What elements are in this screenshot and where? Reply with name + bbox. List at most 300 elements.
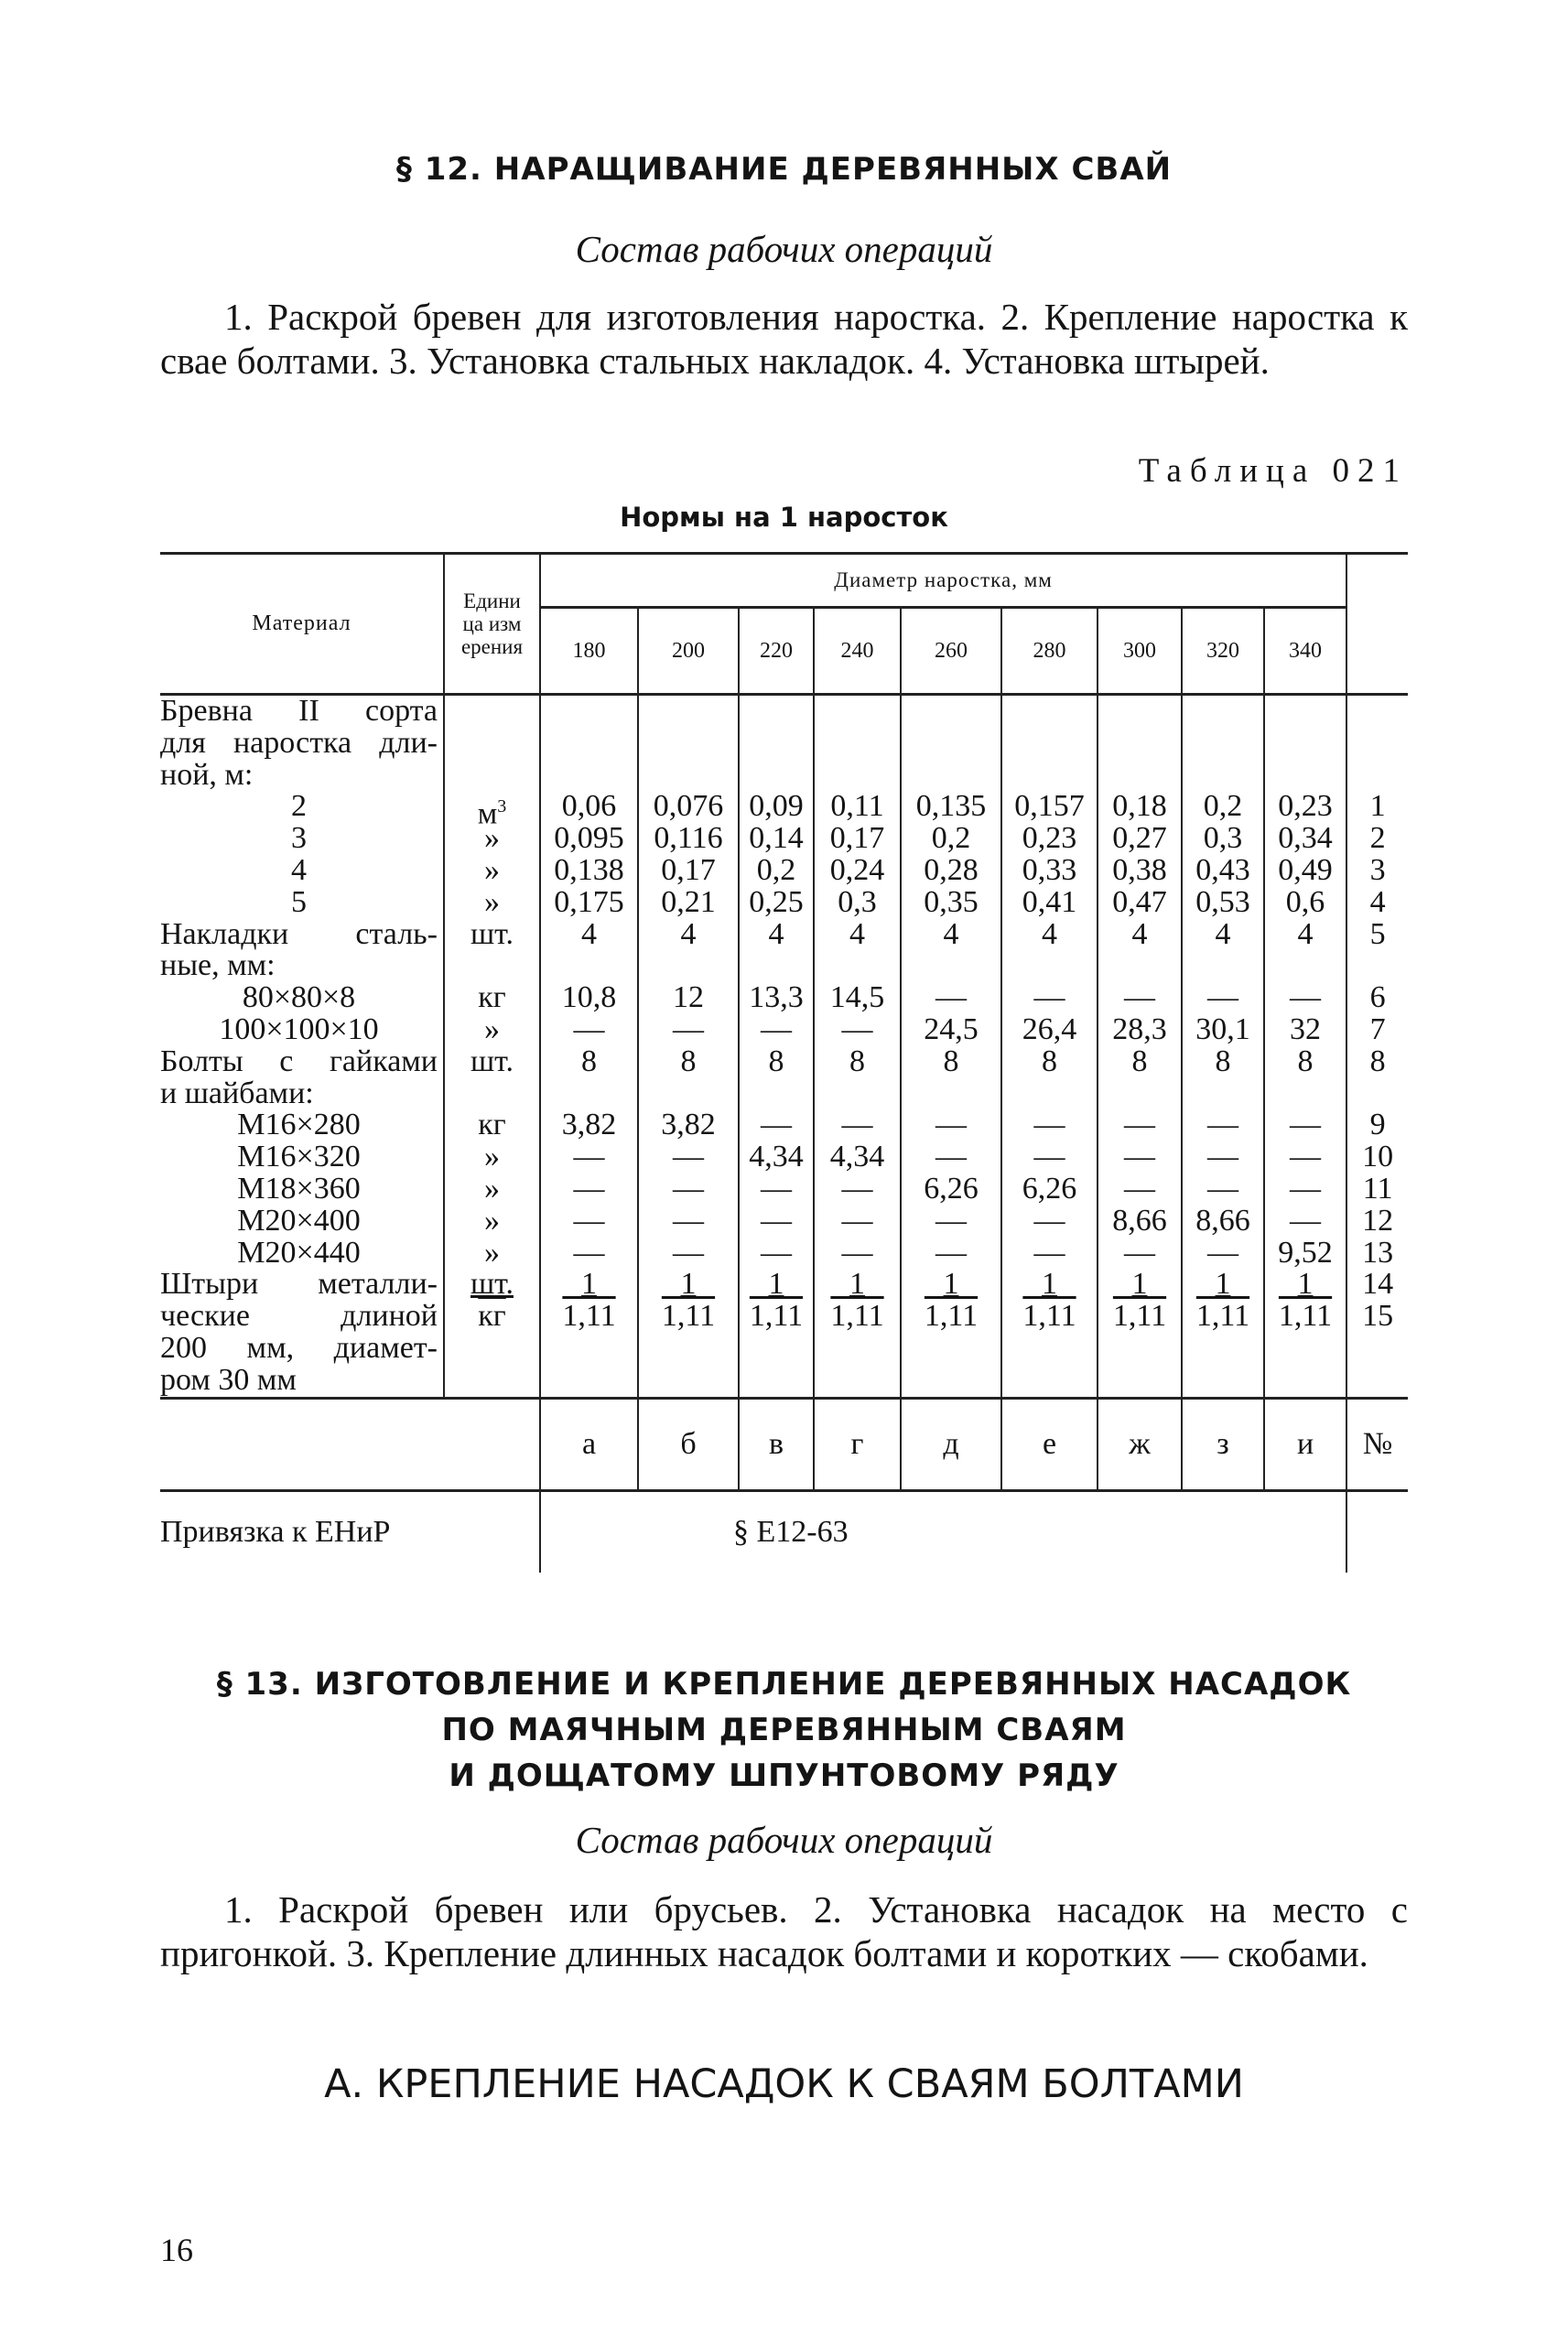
value-cell: 0,09	[749, 789, 804, 824]
section-12-subheading: Состав рабочих операций	[575, 228, 993, 270]
diameter-260: 260	[901, 608, 1001, 695]
value-cell: 0,095	[554, 821, 624, 856]
value-cell: 4,34	[749, 1140, 804, 1174]
value-cell: 0,06	[561, 789, 617, 824]
material-line: ческие длиной	[160, 1299, 438, 1334]
table-link-row	[160, 1490, 1408, 1573]
value-cell: —	[573, 1171, 605, 1206]
unit-line: »	[484, 1203, 500, 1238]
value-cell: 8,66	[1195, 1203, 1250, 1238]
value-cell: 0,18	[1112, 789, 1167, 824]
value-cell: 12	[673, 980, 704, 1015]
value-cell	[639, 1365, 738, 1397]
value-cell: 0,25	[749, 884, 804, 919]
value-cell: 4	[1215, 916, 1231, 951]
unit-superscript: 3	[497, 796, 507, 817]
material-line: Штыри металли-	[160, 1267, 438, 1302]
value-cell: —	[761, 1108, 792, 1142]
value-cell: —	[673, 1235, 704, 1270]
value-cell: —	[1124, 1108, 1155, 1142]
unit-line: »	[484, 884, 500, 919]
value-cell	[1002, 1078, 1097, 1110]
value-cell	[902, 1365, 1000, 1397]
value-cell: —	[761, 1011, 792, 1046]
diameter-340: 340	[1264, 608, 1346, 695]
unit-line: »	[484, 1171, 500, 1206]
value-cell: —	[935, 1235, 967, 1270]
value-cell	[815, 728, 900, 760]
value-cell: 10,8	[561, 980, 617, 1015]
letter-v: в	[739, 1398, 814, 1490]
value-cell: —	[935, 1203, 967, 1238]
diameter-180: 180	[540, 608, 638, 695]
value-cell: —	[841, 1235, 873, 1270]
value-cell: 4	[680, 916, 697, 951]
value-cell	[639, 1333, 738, 1365]
material-line: М16×320	[237, 1140, 361, 1174]
value-cell: 8	[849, 1044, 865, 1078]
value-cell: 4	[849, 916, 865, 951]
row-number: 11	[1362, 1171, 1393, 1206]
value-cell	[1098, 728, 1181, 760]
diameter-200: 200	[638, 608, 739, 695]
unit-line: »	[484, 821, 500, 856]
value-cell: 0,24	[829, 852, 885, 887]
value-cell: —	[841, 1171, 873, 1206]
unit-column	[444, 695, 540, 1399]
value-cell: 9,52	[1278, 1235, 1333, 1270]
value-cell	[815, 950, 900, 982]
value-cell: 8	[581, 1044, 597, 1078]
value-cell: 1	[849, 1267, 865, 1302]
value-cell: 0,14	[749, 821, 804, 856]
value-cell: 8	[680, 1044, 697, 1078]
unit-line	[445, 1078, 539, 1110]
row-number	[1347, 1078, 1408, 1110]
value-cell	[740, 1078, 813, 1110]
value-cell	[541, 760, 637, 792]
material-line: 80×80×8	[242, 980, 356, 1015]
header-material: Материал	[160, 554, 444, 695]
value-cell: —	[573, 1203, 605, 1238]
value-cell	[1098, 1078, 1181, 1110]
value-cell	[1183, 1365, 1263, 1397]
value-cell	[1002, 1365, 1097, 1397]
value-cell: —	[1290, 1203, 1322, 1238]
value-cell: —	[1124, 1235, 1155, 1270]
value-cell: 8	[1215, 1044, 1231, 1078]
diameter-240: 240	[814, 608, 901, 695]
value-cell	[740, 1333, 813, 1365]
section-13-heading-line: § 13. ИЗГОТОВЛЕНИЕ И КРЕПЛЕНИЕ ДЕРЕВЯННЫХ НАСАДОК	[216, 1666, 1352, 1703]
section-12-heading: § 12. НАРАЩИВАНИЕ ДЕРЕВЯННЫХ СВАЙ	[395, 151, 1173, 188]
row-number: 4	[1369, 884, 1386, 919]
value-cell: —	[1290, 980, 1322, 1015]
row-number: 5	[1369, 916, 1386, 951]
value-cell: 0,53	[1195, 884, 1250, 919]
row-number: 15	[1362, 1299, 1394, 1334]
unit-line: шт.	[470, 916, 514, 951]
value-cell: 4,34	[829, 1140, 885, 1174]
material-line: 5	[291, 884, 307, 919]
value-cell	[902, 728, 1000, 760]
value-cell: 0,175	[554, 884, 624, 919]
value-cell: 1,11	[562, 1299, 616, 1334]
row-number	[1347, 696, 1408, 728]
unit-line: шт.	[470, 1267, 514, 1302]
value-cell: 1,11	[924, 1299, 979, 1334]
value-cell: —	[1207, 980, 1238, 1015]
material-line: ной, м:	[160, 757, 254, 792]
material-line: 200 мм, диамет-	[160, 1330, 438, 1365]
value-cell: —	[1207, 1235, 1238, 1270]
unit-line	[445, 1333, 539, 1365]
value-cell: 0,2	[1203, 789, 1243, 824]
value-cell	[902, 696, 1000, 728]
value-cell	[740, 728, 813, 760]
value-cell: 1	[1131, 1267, 1148, 1302]
unit-line: »	[484, 1011, 500, 1046]
material-line: М20×400	[237, 1203, 361, 1238]
material-line: ные, мм:	[160, 948, 276, 983]
enir-link-value: § Е12-63	[540, 1490, 1346, 1573]
value-cell: —	[1033, 980, 1065, 1015]
value-cell: 0,27	[1112, 821, 1167, 856]
value-cell: —	[1207, 1140, 1238, 1174]
value-cell: 8,66	[1112, 1203, 1167, 1238]
row-number-column	[1346, 695, 1408, 1399]
value-cell	[1098, 1365, 1181, 1397]
number-label: №	[1346, 1398, 1408, 1490]
value-cell: 0,35	[924, 884, 979, 919]
value-cell: 30,1	[1195, 1011, 1250, 1046]
material-line: ром 30 мм	[160, 1362, 297, 1397]
row-number: 7	[1369, 1011, 1386, 1046]
diameter-300: 300	[1098, 608, 1182, 695]
value-cell: 0,3	[838, 884, 877, 919]
material-line: 2	[291, 789, 307, 824]
value-cell: 1,11	[661, 1299, 716, 1334]
value-cell: 4	[581, 916, 597, 951]
value-cell: 8	[1042, 1044, 1057, 1078]
section-13-heading	[160, 1661, 1408, 1799]
value-cell	[1183, 1078, 1263, 1110]
value-cell: 1,11	[1112, 1299, 1167, 1334]
unit-line	[445, 950, 539, 982]
value-cell: —	[935, 980, 967, 1015]
value-cell	[1183, 1333, 1263, 1365]
value-cell: —	[1033, 1235, 1065, 1270]
value-cell: 0,11	[830, 789, 884, 824]
value-cell: 0,23	[1278, 789, 1333, 824]
value-cell: 1	[1042, 1267, 1057, 1302]
value-cell	[1183, 696, 1263, 728]
row-number	[1347, 1365, 1408, 1397]
letter-g: г	[814, 1398, 901, 1490]
section-13-heading-line: ПО МАЯЧНЫМ ДЕРЕВЯННЫМ СВАЯМ	[441, 1712, 1127, 1748]
table-header-row	[160, 554, 1408, 608]
row-number: 10	[1362, 1140, 1394, 1174]
value-cell: —	[761, 1171, 792, 1206]
header-diameter: Диаметр наростка, мм	[540, 554, 1346, 608]
value-cell	[639, 728, 738, 760]
value-cell	[1265, 1365, 1346, 1397]
value-cell: 8	[768, 1044, 784, 1078]
value-cell: 0,6	[1285, 884, 1325, 919]
value-cell: 0,28	[924, 852, 979, 887]
value-cell	[1098, 1333, 1181, 1365]
row-number: 8	[1369, 1044, 1386, 1078]
value-cell: —	[761, 1203, 792, 1238]
value-cell	[1265, 760, 1346, 792]
value-cell: 8	[1131, 1044, 1148, 1078]
value-cell	[815, 1365, 900, 1397]
row-number: 14	[1362, 1267, 1394, 1302]
value-cell: 1,11	[830, 1299, 884, 1334]
letter-d: д	[901, 1398, 1001, 1490]
value-cell: 1,11	[1278, 1299, 1333, 1334]
row-number: 12	[1362, 1203, 1394, 1238]
row-number	[1347, 760, 1408, 792]
value-cell	[1265, 950, 1346, 982]
values-column-300	[1098, 695, 1182, 1399]
norms-table	[160, 552, 1408, 1573]
value-cell: —	[573, 1011, 605, 1046]
value-cell: 0,49	[1278, 852, 1333, 887]
values-column-260	[901, 695, 1001, 1399]
page-number: 16	[160, 2232, 193, 2268]
table-caption: Нормы на 1 наросток	[620, 502, 948, 533]
value-cell	[1002, 728, 1097, 760]
value-cell: 28,3	[1112, 1011, 1167, 1046]
value-cell: 0,21	[661, 884, 716, 919]
header-number-blank	[1346, 554, 1408, 695]
value-cell: 1	[943, 1267, 959, 1302]
value-cell	[1098, 950, 1181, 982]
value-cell: 0,47	[1112, 884, 1167, 919]
value-cell	[740, 760, 813, 792]
value-cell: —	[1124, 980, 1155, 1015]
material-line: 4	[291, 852, 307, 887]
value-cell: 0,34	[1278, 821, 1333, 856]
value-cell: 4	[1297, 916, 1314, 951]
unit-line: шт.	[470, 1044, 514, 1078]
value-cell: 1	[1297, 1267, 1314, 1302]
values-column-200	[638, 695, 739, 1399]
value-cell: 0,138	[554, 852, 624, 887]
value-cell: —	[673, 1171, 704, 1206]
section-13-text: 1. Раскрой бревен или брусьев. 2. Установка насадок на место с пригонкой. 3. Крепление длинных насадок болтами и коротких — скобами.	[160, 1888, 1408, 1974]
value-cell: —	[841, 1203, 873, 1238]
row-number: 1	[1369, 789, 1386, 824]
value-cell: —	[673, 1011, 704, 1046]
value-cell: —	[1033, 1140, 1065, 1174]
unit-line	[445, 1365, 539, 1397]
value-cell	[815, 696, 900, 728]
value-cell	[815, 1333, 900, 1365]
diameter-320: 320	[1182, 608, 1264, 695]
value-cell	[541, 950, 637, 982]
material-line: и шайбами:	[160, 1076, 314, 1110]
unit-line	[445, 791, 539, 831]
value-cell: 14,5	[829, 980, 885, 1015]
value-cell	[1183, 950, 1263, 982]
unit-line: »	[484, 1140, 500, 1174]
row-number: 6	[1369, 980, 1386, 1015]
enir-link-label: Привязка к ЕНиР	[160, 1514, 391, 1549]
value-cell	[740, 696, 813, 728]
value-cell: 0,33	[1022, 852, 1077, 887]
value-cell: 0,38	[1112, 852, 1167, 887]
value-cell	[1265, 1078, 1346, 1110]
material-line: М18×360	[237, 1171, 361, 1206]
value-cell: 4	[1131, 916, 1148, 951]
value-cell	[639, 696, 738, 728]
letter-zh: ж	[1098, 1398, 1182, 1490]
value-cell: 0,17	[661, 852, 716, 887]
value-cell: —	[1290, 1171, 1322, 1206]
value-cell: —	[935, 1140, 967, 1174]
value-cell	[902, 950, 1000, 982]
material-line: Накладки сталь-	[160, 916, 438, 951]
value-cell	[1098, 760, 1181, 792]
material-line: для наростка дли-	[160, 725, 438, 760]
value-cell	[541, 1078, 637, 1110]
value-cell: 32	[1290, 1011, 1322, 1046]
value-cell: 0,2	[931, 821, 971, 856]
value-cell	[1183, 760, 1263, 792]
value-cell	[815, 760, 900, 792]
value-cell: 0,157	[1014, 789, 1085, 824]
header-unit: Единица измерения	[444, 554, 540, 695]
letters-blank-unit	[444, 1398, 540, 1490]
values-column-320	[1182, 695, 1264, 1399]
value-cell: 0,2	[756, 852, 796, 887]
value-cell	[1265, 728, 1346, 760]
value-cell: —	[841, 1011, 873, 1046]
value-cell: 3,82	[561, 1108, 617, 1142]
value-cell: —	[673, 1140, 704, 1174]
value-cell: —	[1124, 1171, 1155, 1206]
value-cell	[541, 728, 637, 760]
value-cell	[1265, 696, 1346, 728]
table-letters-row	[160, 1398, 1408, 1490]
row-number: 9	[1369, 1108, 1386, 1142]
value-cell: 0,135	[915, 789, 987, 824]
value-cell: 6,26	[1022, 1171, 1077, 1206]
unit-line: кг	[478, 1299, 506, 1334]
values-column-240	[814, 695, 901, 1399]
value-cell: 3,82	[661, 1108, 716, 1142]
unit-line: кг	[478, 980, 506, 1015]
value-cell	[815, 1078, 900, 1110]
value-cell: —	[935, 1108, 967, 1142]
value-cell: 4	[768, 916, 784, 951]
value-cell: —	[1207, 1171, 1238, 1206]
link-blank	[1346, 1490, 1408, 1573]
value-cell	[902, 1078, 1000, 1110]
material-line: 3	[291, 821, 307, 856]
row-number	[1347, 728, 1408, 760]
letter-b: б	[638, 1398, 739, 1490]
table-body-row	[160, 695, 1408, 1399]
value-cell: —	[841, 1108, 873, 1142]
unit-line	[445, 760, 539, 792]
value-cell	[1002, 760, 1097, 792]
unit-line	[445, 728, 539, 760]
diameter-280: 280	[1001, 608, 1098, 695]
value-cell	[541, 696, 637, 728]
value-cell: 1	[768, 1267, 784, 1302]
value-cell: —	[673, 1203, 704, 1238]
row-number: 3	[1369, 852, 1386, 887]
unit-line: »	[484, 1235, 500, 1270]
row-number: 13	[1362, 1235, 1394, 1270]
value-cell	[639, 760, 738, 792]
row-number	[1347, 1333, 1408, 1365]
value-cell: 8	[943, 1044, 959, 1078]
value-cell: —	[1033, 1108, 1065, 1142]
value-cell: 0,17	[829, 821, 885, 856]
unit-line	[445, 696, 539, 728]
value-cell: —	[1207, 1108, 1238, 1142]
value-cell: 6,26	[924, 1171, 979, 1206]
value-cell: 0,23	[1022, 821, 1077, 856]
unit-line: кг	[478, 1108, 506, 1142]
values-column-220	[739, 695, 814, 1399]
material-line: М16×280	[237, 1108, 361, 1142]
values-column-280	[1001, 695, 1098, 1399]
value-cell: 1	[581, 1267, 597, 1302]
part-a-heading: А. КРЕПЛЕНИЕ НАСАДОК К СВАЯМ БОЛТАМИ	[324, 2061, 1244, 2107]
letters-blank-material	[160, 1398, 444, 1490]
value-cell: 1	[680, 1267, 697, 1302]
letter-z: з	[1182, 1398, 1264, 1490]
value-cell	[639, 950, 738, 982]
values-column-340	[1264, 695, 1346, 1399]
value-cell: 1	[1215, 1267, 1231, 1302]
row-number: 2	[1369, 821, 1386, 856]
material-column	[160, 695, 444, 1399]
value-cell	[902, 1333, 1000, 1365]
material-line: Бревна II сорта	[160, 694, 438, 728]
material-line: Болты с гайками	[160, 1044, 438, 1078]
value-cell: 0,3	[1203, 821, 1243, 856]
value-cell: —	[1033, 1203, 1065, 1238]
value-cell: —	[1124, 1140, 1155, 1174]
value-cell: —	[761, 1235, 792, 1270]
value-cell	[740, 950, 813, 982]
value-cell: —	[1290, 1108, 1322, 1142]
value-cell: 0,076	[653, 789, 724, 824]
values-column-180	[540, 695, 638, 1399]
value-cell: 4	[943, 916, 959, 951]
table-label: Таблица 021	[1138, 452, 1408, 490]
value-cell	[1098, 696, 1181, 728]
value-cell: 1,11	[1022, 1299, 1076, 1334]
value-cell	[1183, 728, 1263, 760]
value-cell	[1002, 1333, 1097, 1365]
row-number	[1347, 950, 1408, 982]
section-13-heading-line: И ДОЩАТОМУ ШПУНТОВОМУ РЯДУ	[449, 1757, 1119, 1794]
value-cell	[541, 1365, 637, 1397]
value-cell: —	[1290, 1140, 1322, 1174]
value-cell: —	[573, 1235, 605, 1270]
letter-e: е	[1001, 1398, 1098, 1490]
section-13-subheading: Состав рабочих операций	[575, 1819, 993, 1861]
value-cell	[740, 1365, 813, 1397]
value-cell: 4	[1042, 916, 1057, 951]
